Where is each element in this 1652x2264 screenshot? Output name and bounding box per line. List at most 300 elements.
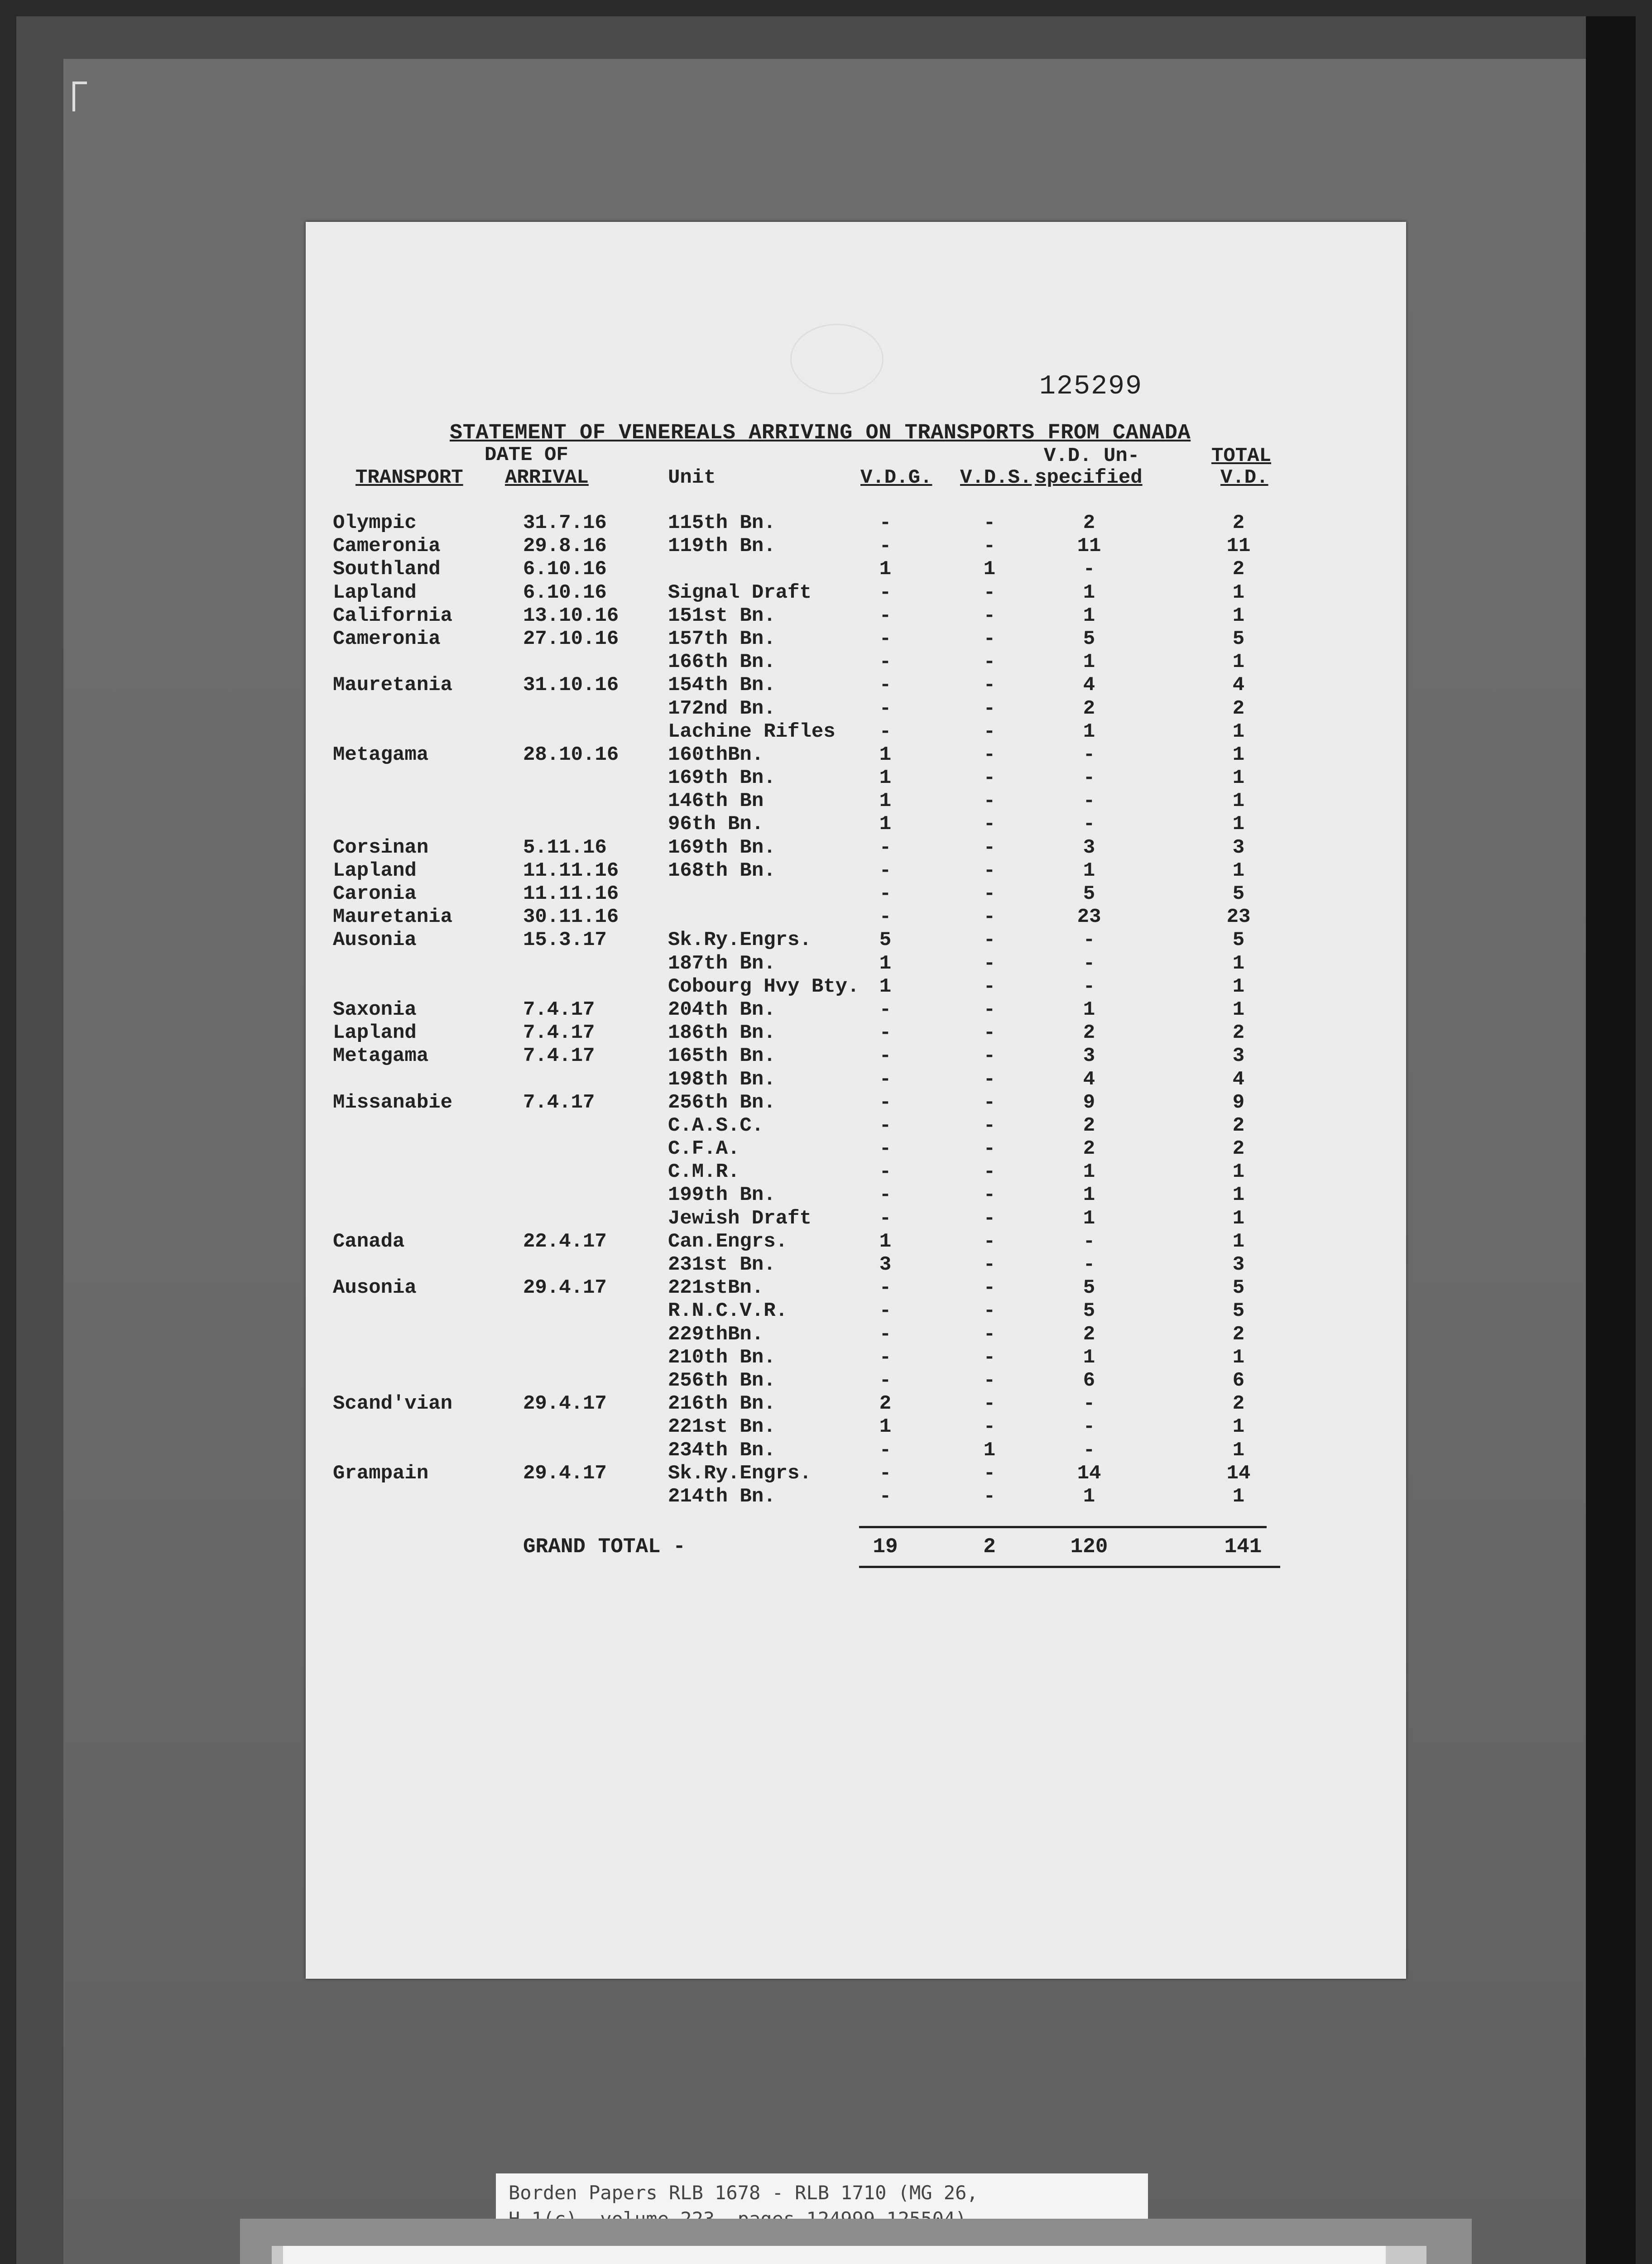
cell-vdu: 2 <box>1083 512 1095 534</box>
cell-transport: Canada <box>333 1230 405 1253</box>
cell-transport: Cameronia <box>333 627 441 650</box>
cell-vds: - <box>983 975 996 998</box>
cell-vdg: 1 <box>879 558 892 581</box>
table-row <box>306 581 1406 604</box>
cell-vds: - <box>983 1045 996 1068</box>
cell-transport: Ausonia <box>333 929 417 952</box>
table-row <box>306 604 1406 628</box>
cell-vds: - <box>983 1392 996 1415</box>
cell-date: 29.4.17 <box>523 1462 607 1485</box>
cell-vds: 1 <box>983 558 996 581</box>
cell-vds: - <box>983 604 996 627</box>
cell-vdg: - <box>879 1369 892 1392</box>
cell-vdg: 1 <box>879 767 892 790</box>
table-row <box>306 1207 1406 1230</box>
cell-unit: 146th Bn <box>668 790 764 813</box>
cell-vdu: 1 <box>1083 604 1095 627</box>
cell-total: 1 <box>1232 1207 1245 1230</box>
cell-unit: Signal Draft <box>668 581 812 604</box>
cell-vdg: 3 <box>879 1253 892 1276</box>
cell-vdu: 3 <box>1083 1045 1095 1068</box>
cell-unit: 198th Bn. <box>668 1068 776 1091</box>
cell-transport: Lapland <box>333 859 417 882</box>
cell-vdu: 1 <box>1083 720 1095 743</box>
cell-unit: 204th Bn. <box>668 998 776 1021</box>
table-row <box>306 1415 1406 1439</box>
cell-total: 1 <box>1232 1184 1245 1207</box>
cell-vdg: - <box>879 674 892 697</box>
cell-total: 1 <box>1232 1230 1245 1253</box>
cell-transport: Grampain <box>333 1462 429 1485</box>
cell-vdu: 1 <box>1083 1346 1095 1369</box>
cell-vds: - <box>983 790 996 813</box>
table-row <box>306 1323 1406 1346</box>
cell-vds: - <box>983 1485 996 1508</box>
embossed-seal <box>790 324 884 394</box>
cell-vdu: - <box>1083 813 1095 836</box>
table-row <box>306 1091 1406 1114</box>
cell-unit: Lachine Rifles <box>668 720 836 743</box>
cell-vdg: - <box>879 720 892 743</box>
cell-vdu: 11 <box>1077 535 1101 558</box>
cell-vds: - <box>983 1323 996 1346</box>
grand-total-vds: 2 <box>983 1535 996 1559</box>
cell-vdg: 1 <box>879 743 892 766</box>
cell-vdg: - <box>879 512 892 534</box>
cell-vds: - <box>983 1462 996 1485</box>
cell-date: 31.7.16 <box>523 512 607 534</box>
table-row <box>306 859 1406 883</box>
cell-unit: 169th Bn. <box>668 836 776 859</box>
table-row <box>306 1068 1406 1091</box>
cell-vds: - <box>983 998 996 1021</box>
cell-vdu: - <box>1083 929 1095 952</box>
cell-vds: - <box>983 1022 996 1045</box>
cell-vdu: 1 <box>1083 1485 1095 1508</box>
cell-total: 23 <box>1226 906 1251 929</box>
cell-total: 2 <box>1232 1022 1245 1045</box>
cell-vds: - <box>983 1300 996 1323</box>
cell-unit: 169th Bn. <box>668 767 776 790</box>
cell-vdu: 2 <box>1083 1022 1095 1045</box>
cell-vds: - <box>983 581 996 604</box>
cell-unit: 256th Bn. <box>668 1369 776 1392</box>
cell-unit: 229thBn. <box>668 1323 764 1346</box>
cell-unit: Sk.Ry.Engrs. <box>668 929 812 952</box>
cell-vdg: - <box>879 1439 892 1462</box>
cell-vdu: 2 <box>1083 1323 1095 1346</box>
film-edge <box>1586 16 1636 2264</box>
table-row <box>306 1253 1406 1276</box>
cell-unit: 168th Bn. <box>668 859 776 882</box>
archive-stamp <box>283 2246 1386 2264</box>
cell-vdu: 1 <box>1083 859 1095 882</box>
cell-unit: 210th Bn. <box>668 1346 776 1369</box>
cell-vdg: - <box>879 1161 892 1184</box>
total-rule-top <box>859 1526 1267 1528</box>
grand-total-vdu: 120 <box>1070 1535 1108 1559</box>
table-body <box>306 512 1406 1508</box>
table-row <box>306 883 1406 906</box>
cell-vdg: - <box>879 651 892 674</box>
cell-date: 7.4.17 <box>523 1045 595 1068</box>
cell-transport: California <box>333 604 453 627</box>
header-unit: Unit <box>668 466 716 489</box>
cell-vdu: 1 <box>1083 581 1095 604</box>
table-row <box>306 512 1406 535</box>
cell-vdg: 5 <box>879 929 892 952</box>
cell-total: 1 <box>1232 859 1245 882</box>
cell-total: 3 <box>1232 1045 1245 1068</box>
cell-unit: Can.Engrs. <box>668 1230 788 1253</box>
table-row <box>306 1276 1406 1300</box>
cell-vdg: - <box>879 535 892 558</box>
cell-vdu: 5 <box>1083 1300 1095 1323</box>
cell-date: 5.11.16 <box>523 836 607 859</box>
cell-vdg: 1 <box>879 952 892 975</box>
table-row <box>306 535 1406 558</box>
cell-transport: Scand'vian <box>333 1392 453 1415</box>
cell-unit: 214th Bn. <box>668 1485 776 1508</box>
cell-total: 11 <box>1226 535 1251 558</box>
table-row <box>306 743 1406 767</box>
cell-vds: - <box>983 627 996 650</box>
cell-date: 11.11.16 <box>523 883 619 905</box>
cell-transport: Caronia <box>333 883 417 905</box>
cell-vdg: - <box>879 627 892 650</box>
cell-date: 28.10.16 <box>523 743 619 766</box>
cell-vdu: 5 <box>1083 1276 1095 1300</box>
header-date-line1: DATE OF <box>485 444 568 466</box>
cell-unit: 119th Bn. <box>668 535 776 558</box>
cell-transport: Corsinan <box>333 836 429 859</box>
cell-vdu: 14 <box>1077 1462 1101 1485</box>
cell-unit: 157th Bn. <box>668 627 776 650</box>
cell-unit: Jewish Draft <box>668 1207 812 1230</box>
table-row <box>306 1346 1406 1369</box>
cell-total: 1 <box>1232 998 1245 1021</box>
cell-date: 15.3.17 <box>523 929 607 952</box>
cell-vdg: - <box>879 906 892 929</box>
cell-vdu: 6 <box>1083 1369 1095 1392</box>
cell-vdu: 3 <box>1083 836 1095 859</box>
header-transport: TRANSPORT <box>355 466 463 489</box>
cell-vdu: 9 <box>1083 1091 1095 1114</box>
cell-total: 1 <box>1232 1485 1245 1508</box>
reference-line1: Borden Papers RLB 1678 - RLB 1710 (MG 26, <box>509 2182 978 2204</box>
cell-vdg: - <box>879 836 892 859</box>
cell-vdu: 1 <box>1083 1184 1095 1207</box>
cell-vdg: 1 <box>879 1415 892 1439</box>
cell-transport: Olympic <box>333 512 417 534</box>
cell-vdu: 1 <box>1083 651 1095 674</box>
cell-total: 14 <box>1226 1462 1251 1485</box>
cell-vdg: - <box>879 998 892 1021</box>
grand-total-vdg: 19 <box>873 1535 898 1559</box>
cell-total: 5 <box>1232 627 1245 650</box>
cell-vdu: - <box>1083 767 1095 790</box>
cell-vds: - <box>983 512 996 534</box>
cell-vdg: 1 <box>879 790 892 813</box>
cell-vds: - <box>983 743 996 766</box>
header-total-line2: V.D. <box>1220 466 1268 489</box>
cell-total: 4 <box>1232 674 1245 697</box>
cell-vdu: 2 <box>1083 1114 1095 1137</box>
cell-vds: - <box>983 929 996 952</box>
table-row <box>306 674 1406 697</box>
header-vdu-line2: specified <box>1035 466 1143 489</box>
cell-unit: 187th Bn. <box>668 952 776 975</box>
cell-vdg: - <box>879 1068 892 1091</box>
cell-total: 1 <box>1232 743 1245 766</box>
table-row <box>306 929 1406 952</box>
document-page <box>306 222 1406 1979</box>
table-row <box>306 975 1406 998</box>
cell-vdg: - <box>879 1207 892 1230</box>
cell-vdg: - <box>879 1091 892 1114</box>
cell-date: 29.8.16 <box>523 535 607 558</box>
table-row <box>306 697 1406 720</box>
cell-vdg: - <box>879 1346 892 1369</box>
cell-vdu: 5 <box>1083 883 1095 905</box>
header-vdu-line1: V.D. Un- <box>1044 445 1140 467</box>
cell-total: 1 <box>1232 720 1245 743</box>
cell-unit: Sk.Ry.Engrs. <box>668 1462 812 1485</box>
cell-transport: Southland <box>333 558 441 581</box>
cell-vdg: 2 <box>879 1392 892 1415</box>
table-row <box>306 628 1406 651</box>
table-row <box>306 1462 1406 1485</box>
cell-vds: - <box>983 1184 996 1207</box>
cell-vdu: - <box>1083 952 1095 975</box>
table-row <box>306 998 1406 1022</box>
cell-vds: - <box>983 1415 996 1439</box>
cell-unit: 256th Bn. <box>668 1091 776 1114</box>
table-row <box>306 651 1406 674</box>
cell-vds: - <box>983 1091 996 1114</box>
cell-unit: 96th Bn. <box>668 813 764 836</box>
cell-vdu: 4 <box>1083 1068 1095 1091</box>
cell-vdu: 2 <box>1083 697 1095 720</box>
cell-unit: 234th Bn. <box>668 1439 776 1462</box>
cell-vds: - <box>983 767 996 790</box>
table-row <box>306 1114 1406 1137</box>
cell-total: 5 <box>1232 883 1245 905</box>
cell-vdu: - <box>1083 1230 1095 1253</box>
cell-date: 6.10.16 <box>523 581 607 604</box>
cell-vds: - <box>983 1137 996 1161</box>
cell-unit: C.M.R. <box>668 1161 740 1184</box>
cell-date: 7.4.17 <box>523 998 595 1021</box>
document-number: 125299 <box>1039 371 1143 402</box>
cell-total: 3 <box>1232 836 1245 859</box>
cell-vdu: - <box>1083 1439 1095 1462</box>
cell-vdu: - <box>1083 1392 1095 1415</box>
cell-transport: Ausonia <box>333 1276 417 1300</box>
cell-unit: 165th Bn. <box>668 1045 776 1068</box>
cell-vds: - <box>983 883 996 905</box>
cell-unit: 221stBn. <box>668 1276 764 1300</box>
cell-total: 1 <box>1232 767 1245 790</box>
cell-vds: - <box>983 1346 996 1369</box>
total-rule-bottom <box>859 1566 1280 1568</box>
cell-vds: - <box>983 952 996 975</box>
cell-vds: - <box>983 720 996 743</box>
cell-total: 9 <box>1232 1091 1245 1114</box>
cell-unit: 115th Bn. <box>668 512 776 534</box>
cell-total: 2 <box>1232 512 1245 534</box>
cell-total: 5 <box>1232 929 1245 952</box>
cell-vds: - <box>983 651 996 674</box>
cell-unit: 151st Bn. <box>668 604 776 627</box>
cell-vdg: - <box>879 1022 892 1045</box>
table-row <box>306 1300 1406 1323</box>
table-row <box>306 1022 1406 1045</box>
cell-vdu: 1 <box>1083 1207 1095 1230</box>
cell-date: 6.10.16 <box>523 558 607 581</box>
cell-vdg: - <box>879 883 892 905</box>
cell-vds: - <box>983 1369 996 1392</box>
cell-vds: - <box>983 1114 996 1137</box>
table-row <box>306 790 1406 813</box>
cell-vds: - <box>983 813 996 836</box>
cell-date: 31.10.16 <box>523 674 619 697</box>
table-row <box>306 1045 1406 1068</box>
cell-total: 5 <box>1232 1300 1245 1323</box>
header-vds: V.D.S. <box>960 466 1032 489</box>
cell-total: 1 <box>1232 604 1245 627</box>
cell-vds: - <box>983 906 996 929</box>
cell-vds: - <box>983 1207 996 1230</box>
cell-vdu: 1 <box>1083 998 1095 1021</box>
cell-date: 22.4.17 <box>523 1230 607 1253</box>
cell-transport: Metagama <box>333 743 429 766</box>
cell-unit: 154th Bn. <box>668 674 776 697</box>
cell-total: 2 <box>1232 1392 1245 1415</box>
cell-vdu: 5 <box>1083 627 1095 650</box>
cell-unit: 231st Bn. <box>668 1253 776 1276</box>
cell-transport: Lapland <box>333 581 417 604</box>
cell-transport: Lapland <box>333 1022 417 1045</box>
table-row <box>306 720 1406 743</box>
cell-date: 7.4.17 <box>523 1091 595 1114</box>
cell-total: 1 <box>1232 790 1245 813</box>
cell-vdu: - <box>1083 975 1095 998</box>
table-row <box>306 906 1406 929</box>
cell-vds: - <box>983 1161 996 1184</box>
cell-total: 5 <box>1232 1276 1245 1300</box>
cell-transport: Metagama <box>333 1045 429 1068</box>
cell-transport: Cameronia <box>333 535 441 558</box>
cell-total: 2 <box>1232 558 1245 581</box>
cell-total: 6 <box>1232 1369 1245 1392</box>
corner-mark <box>72 82 87 111</box>
cell-vdu: - <box>1083 558 1095 581</box>
table-row <box>306 1230 1406 1253</box>
cell-transport: Missanabie <box>333 1091 453 1114</box>
cell-vdu: 2 <box>1083 1137 1095 1161</box>
cell-unit: 166th Bn. <box>668 651 776 674</box>
cell-total: 1 <box>1232 651 1245 674</box>
cell-vds: - <box>983 859 996 882</box>
cell-date: 11.11.16 <box>523 859 619 882</box>
cell-unit: 216th Bn. <box>668 1392 776 1415</box>
table-row <box>306 836 1406 859</box>
table-row <box>306 813 1406 836</box>
cell-vds: - <box>983 697 996 720</box>
cell-vds: - <box>983 1253 996 1276</box>
cell-total: 1 <box>1232 952 1245 975</box>
cell-vdu: 23 <box>1077 906 1101 929</box>
cell-total: 1 <box>1232 1439 1245 1462</box>
cell-date: 29.4.17 <box>523 1392 607 1415</box>
cell-vdg: - <box>879 1276 892 1300</box>
cell-total: 1 <box>1232 813 1245 836</box>
table-row <box>306 1439 1406 1462</box>
table-row <box>306 1137 1406 1161</box>
cell-vdg: - <box>879 1045 892 1068</box>
cell-total: 2 <box>1232 697 1245 720</box>
grand-total-all: 141 <box>1224 1535 1262 1559</box>
table-row <box>306 558 1406 581</box>
cell-vdg: - <box>879 1184 892 1207</box>
cell-date: 27.10.16 <box>523 627 619 650</box>
cell-transport: Mauretania <box>333 674 453 697</box>
cell-unit: R.N.C.V.R. <box>668 1300 788 1323</box>
cell-unit: 160thBn. <box>668 743 764 766</box>
table-row <box>306 1184 1406 1207</box>
cell-vdu: 1 <box>1083 1161 1095 1184</box>
cell-total: 2 <box>1232 1114 1245 1137</box>
table-row <box>306 1369 1406 1392</box>
cell-vds: - <box>983 1276 996 1300</box>
cell-unit: 186th Bn. <box>668 1022 776 1045</box>
cell-unit: 199th Bn. <box>668 1184 776 1207</box>
cell-unit: 221st Bn. <box>668 1415 776 1439</box>
cell-vds: - <box>983 674 996 697</box>
cell-vdg: 1 <box>879 975 892 998</box>
header-vdg: V.D.G. <box>860 466 932 489</box>
cell-vds: - <box>983 1068 996 1091</box>
cell-total: 1 <box>1232 1161 1245 1184</box>
cell-vds: - <box>983 535 996 558</box>
cell-unit: C.A.S.C. <box>668 1114 764 1137</box>
cell-vdg: - <box>879 697 892 720</box>
header-total-line1: TOTAL <box>1211 445 1272 467</box>
table-row <box>306 767 1406 790</box>
cell-total: 1 <box>1232 581 1245 604</box>
cell-vdg: - <box>879 1462 892 1485</box>
cell-vdg: - <box>879 1137 892 1161</box>
table-row <box>306 1485 1406 1508</box>
cell-vdu: - <box>1083 790 1095 813</box>
cell-total: 3 <box>1232 1253 1245 1276</box>
cell-vdg: - <box>879 1300 892 1323</box>
cell-date: 30.11.16 <box>523 906 619 929</box>
grand-total-label: GRAND TOTAL - <box>523 1535 686 1559</box>
cell-vdg: 1 <box>879 1230 892 1253</box>
cell-transport: Saxonia <box>333 998 417 1021</box>
table-row <box>306 1392 1406 1415</box>
cell-vdg: - <box>879 581 892 604</box>
header-date-line2: ARRIVAL <box>505 466 589 489</box>
cell-vdg: - <box>879 859 892 882</box>
cell-vdu: 4 <box>1083 674 1095 697</box>
cell-date: 29.4.17 <box>523 1276 607 1300</box>
cell-vdg: - <box>879 1114 892 1137</box>
document-title: STATEMENT OF VENEREALS ARRIVING ON TRANSPORTS FROM CANADA <box>450 421 1191 445</box>
cell-total: 1 <box>1232 1415 1245 1439</box>
